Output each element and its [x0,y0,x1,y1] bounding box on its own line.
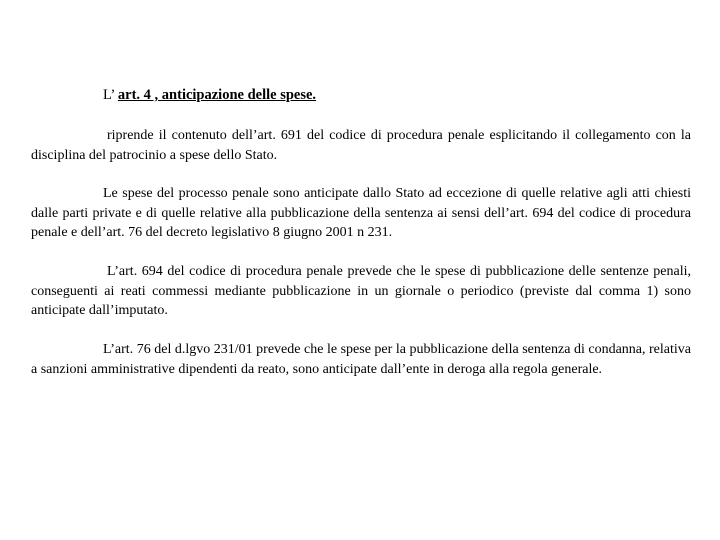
document-heading [103,86,316,104]
paragraph-1: riprende il contenuto dell’art. 691 del codice di procedura penale esplicitando il collegamento con la disciplina del patrocinio a spese dello Stato. [31,128,691,163]
heading-title: art. 4 , anticipazione delle spese. [117,87,317,103]
paragraph-3: L’art. 694 del codice di procedura penale prevede che le spese di pubblicazione delle sentenze penali, conseguenti ai reati commessi mediante pubblicazione in un giornale o periodico (previste dal comma 1) sono anticipate dall’imputato. [31,264,691,318]
paragraph-2: Le spese del processo penale sono anticipate dallo Stato ad eccezione di quelle relative agli atti chiesti dalle parti private e di quelle relative alla pubblicazione della sentenza ai sensi dell’art. 694 del codice di procedura penale e dell’art. 76 del decreto legislativo 8 giugno 2001 n 231. [31,186,691,240]
heading-prefix: L’ [103,87,115,103]
paragraph-4: L’art. 76 del d.lgvo 231/01 prevede che le spese per la pubblicazione della sentenza di condanna, relativa a sanzioni amministrative dipendenti da reato, sono anticipate dall’ente in deroga alla regola generale. [31,342,691,377]
